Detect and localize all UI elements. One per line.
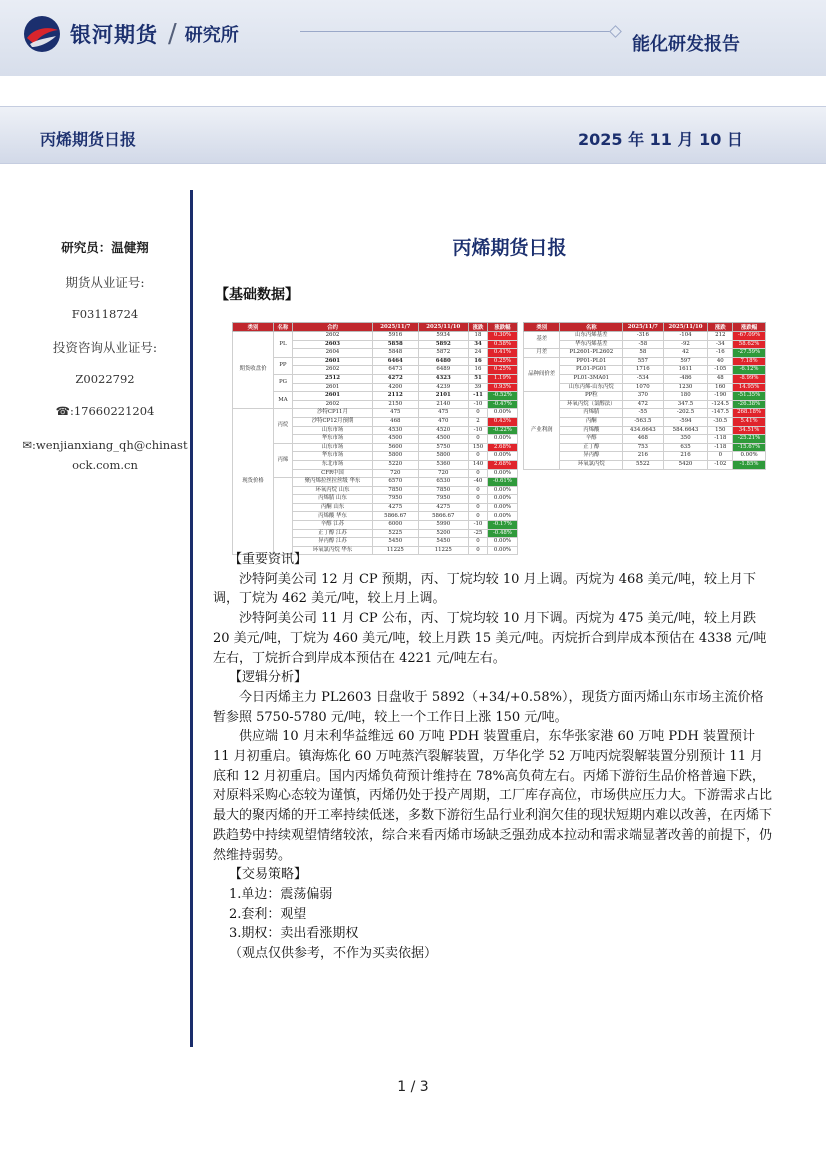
- company-name: 银河期货: [70, 23, 158, 47]
- change-cell: 0: [469, 546, 488, 555]
- change-pct-cell: -15.67%: [733, 443, 766, 452]
- value-cell: 5848: [373, 349, 418, 358]
- change-cell: 150: [469, 443, 488, 452]
- value-cell: 42: [663, 349, 708, 358]
- phone-number: ☎:17660221204: [55, 403, 155, 418]
- contract-cell: 2604: [292, 349, 372, 358]
- change-pct-cell: 0.00%: [487, 512, 517, 521]
- change-pct-cell: 0.00%: [487, 452, 517, 461]
- report-date: 2025 年 11 月 10 日: [578, 130, 743, 149]
- advisor-label: 投资咨询从业证号:: [52, 339, 158, 355]
- value-cell: 4520: [418, 426, 469, 435]
- change-cell: 0: [469, 486, 488, 495]
- contract-cell: 丙烯腈 山东: [292, 495, 372, 504]
- value-cell: 6570: [373, 478, 418, 487]
- value-cell: 5360: [418, 460, 469, 469]
- change-pct-cell: -26.38%: [733, 400, 766, 409]
- galaxy-logo-icon: [22, 14, 62, 54]
- change-cell: 16: [469, 357, 488, 366]
- contract-cell: 2601: [292, 392, 372, 401]
- table-row: [524, 332, 766, 341]
- change-cell: -30.5: [708, 417, 733, 426]
- change-pct-cell: 0.00%: [487, 538, 517, 547]
- change-cell: 40: [708, 357, 733, 366]
- value-cell: 350: [663, 435, 708, 444]
- change-pct-cell: -27.59%: [733, 349, 766, 358]
- page-header: [0, 0, 826, 76]
- value-cell: 4272: [373, 374, 418, 383]
- value-cell: 720: [373, 469, 418, 478]
- product-cell: PP: [274, 357, 293, 374]
- table-row: [524, 374, 766, 383]
- value-cell: 720: [418, 469, 469, 478]
- change-cell: -16: [708, 349, 733, 358]
- value-cell: 5916: [373, 332, 418, 341]
- strategy-heading: 【交易策略】: [229, 867, 308, 883]
- strategy-item: 1.单边：震荡偏弱: [229, 886, 333, 902]
- table-header-cell: 涨跌幅: [733, 323, 766, 332]
- change-cell: 140: [469, 460, 488, 469]
- news-heading: 【重要资讯】: [229, 552, 308, 567]
- product-cell: [274, 478, 293, 555]
- change-pct-cell: 34.51%: [733, 426, 766, 435]
- product-cell: PG: [274, 374, 293, 391]
- change-pct-cell: -67.09%: [733, 332, 766, 341]
- category-cell: 产业利润: [524, 392, 560, 469]
- value-cell: 6464: [373, 357, 418, 366]
- value-cell: 2101: [418, 392, 469, 401]
- change-cell: -10: [469, 521, 488, 530]
- value-cell: -316: [623, 332, 663, 341]
- contract-cell: 环氧氯丙烷 华东: [292, 546, 372, 555]
- category-cell: 基差: [524, 332, 560, 349]
- table-row: [524, 417, 766, 426]
- change-cell: -147.5: [708, 409, 733, 418]
- change-cell: -118: [708, 443, 733, 452]
- value-cell: 7950: [418, 495, 469, 504]
- table-row: [524, 409, 766, 418]
- logic-heading: 【逻辑分析】: [229, 670, 308, 686]
- name-cell: 丙烯酸: [560, 426, 623, 435]
- name-cell: PL2601-PL2602: [560, 349, 623, 358]
- change-cell: 0: [708, 452, 733, 461]
- change-cell: -124.5: [708, 400, 733, 409]
- name-cell: 华东丙烯基差: [560, 340, 623, 349]
- value-cell: 475: [373, 409, 418, 418]
- value-cell: 6489: [418, 366, 469, 375]
- change-cell: -105: [708, 366, 733, 375]
- value-cell: 4239: [418, 383, 469, 392]
- change-cell: -118: [708, 435, 733, 444]
- change-cell: 0: [469, 409, 488, 418]
- table-row: [524, 460, 766, 469]
- change-pct-cell: -0.47%: [487, 400, 517, 409]
- contract-cell: 华东市场: [292, 452, 372, 461]
- table-header-cell: 合约: [292, 323, 372, 332]
- logic-paragraph: 今日丙烯主力 PL2603 日盘收于 5892（+34/+0.58%），现货方面丙烯山东市场主流价格暂参照 5750-5780 元/吨，较上一个工作日上涨 150 元/吨。: [213, 689, 764, 725]
- news-paragraph: 沙特阿美公司 11 月 CP 公布，丙、丁烷均较 10 月下调。丙烷为 475 美元/吨，较上月跌 20 美元/吨，丁烷为 460 美元/吨，较上月跌 15 美元/吨。丙烷折合到岸成本预估在 4338 元/吨左右，丁烷折合到岸成本预估在 4221 元/吨左右。: [213, 611, 767, 666]
- value-cell: 5800: [418, 452, 469, 461]
- value-cell: -58: [623, 340, 663, 349]
- value-cell: 472: [623, 400, 663, 409]
- value-cell: 2150: [373, 400, 418, 409]
- report-body: [213, 550, 773, 964]
- change-pct-cell: 0.30%: [487, 332, 517, 341]
- value-cell: 5934: [418, 332, 469, 341]
- license-number: F03118724: [71, 307, 139, 321]
- title-band: [0, 106, 826, 164]
- value-cell: 347.5: [663, 400, 708, 409]
- value-cell: 584.6643: [663, 426, 708, 435]
- basic-data-heading: 【基础数据】: [215, 287, 299, 303]
- change-cell: 18: [469, 332, 488, 341]
- value-cell: 6530: [418, 478, 469, 487]
- value-cell: 4500: [373, 435, 418, 444]
- change-pct-cell: 0.00%: [487, 469, 517, 478]
- value-cell: 1716: [623, 366, 663, 375]
- table-row: [233, 374, 518, 383]
- product-cell: PL: [274, 332, 293, 358]
- news-paragraph: 沙特阿美公司 12 月 CP 预期，丙、丁烷均较 10 月上调。丙烷为 468 美元/吨，较上月下调，丁烷为 462 美元/吨，较上月上调。: [213, 571, 757, 607]
- strategy-item: 3.期权：卖出看涨期权: [229, 926, 359, 942]
- value-cell: 5225: [373, 529, 418, 538]
- contract-cell: 2602: [292, 332, 372, 341]
- change-cell: 0: [469, 512, 488, 521]
- change-pct-cell: -6.12%: [733, 366, 766, 375]
- change-cell: 39: [469, 383, 488, 392]
- advisor-number: Z0022792: [75, 371, 135, 386]
- value-cell: 597: [663, 357, 708, 366]
- change-pct-cell: 5.41%: [733, 417, 766, 426]
- value-cell: 216: [663, 452, 708, 461]
- change-cell: 34: [469, 340, 488, 349]
- table-row: [524, 349, 766, 358]
- change-pct-cell: 0.58%: [487, 340, 517, 349]
- value-cell: 11225: [373, 546, 418, 555]
- table-header-cell: 2025/11/10: [663, 323, 708, 332]
- category-cell: 期货收盘价: [233, 332, 274, 409]
- contract-cell: 丙酮 山东: [292, 503, 372, 512]
- value-cell: 5450: [418, 538, 469, 547]
- table-row: [524, 443, 766, 452]
- contract-cell: 山东市场: [292, 443, 372, 452]
- change-pct-cell: 0.93%: [487, 383, 517, 392]
- change-cell: 51: [469, 374, 488, 383]
- change-cell: 160: [708, 383, 733, 392]
- contract-cell: 山东市场: [292, 426, 372, 435]
- category-cell: 品种间价差: [524, 357, 560, 391]
- change-pct-cell: 0.25%: [487, 366, 517, 375]
- table-row: [524, 392, 766, 401]
- table-row: [524, 340, 766, 349]
- value-cell: 468: [623, 435, 663, 444]
- value-cell: 2140: [418, 400, 469, 409]
- change-pct-cell: -25.21%: [733, 435, 766, 444]
- contract-cell: 2602: [292, 400, 372, 409]
- category-cell: 现货价格: [233, 409, 274, 555]
- table-row: [524, 435, 766, 444]
- table-header-cell: 2025/11/7: [623, 323, 663, 332]
- value-cell: -486: [663, 374, 708, 383]
- department-name: 研究所: [184, 25, 239, 46]
- name-cell: 环氧氯丙烷: [560, 460, 623, 469]
- contract-cell: 环氧丙烷 山东: [292, 486, 372, 495]
- contract-cell: 2601: [292, 383, 372, 392]
- page-number: 1 / 3: [397, 1079, 429, 1095]
- table-row: [233, 443, 518, 452]
- value-cell: 6480: [418, 357, 469, 366]
- change-pct-cell: 0.00%: [487, 495, 517, 504]
- table-row: [233, 409, 518, 418]
- change-cell: -40: [469, 478, 488, 487]
- change-cell: 24: [469, 349, 488, 358]
- value-cell: -92: [663, 340, 708, 349]
- change-pct-cell: -0.61%: [487, 478, 517, 487]
- table-header-cell: 涨跌幅: [487, 323, 517, 332]
- table-row: [524, 366, 766, 375]
- value-cell: 5866.67: [373, 512, 418, 521]
- change-cell: -34: [708, 340, 733, 349]
- contract-cell: 辛醇 江苏: [292, 521, 372, 530]
- change-pct-cell: 0.00%: [487, 486, 517, 495]
- contract-cell: 2603: [292, 340, 372, 349]
- strategy-item: 2.套利：观望: [229, 906, 307, 922]
- value-cell: 7950: [373, 495, 418, 504]
- table-row: [233, 332, 518, 341]
- value-cell: 5600: [373, 443, 418, 452]
- change-cell: -11: [469, 392, 488, 401]
- change-pct-cell: -51.35%: [733, 392, 766, 401]
- table-header-cell: 类别: [524, 323, 560, 332]
- name-cell: 环氧丙烷（氯醇法）: [560, 400, 623, 409]
- table-header-cell: 名称: [274, 323, 293, 332]
- change-pct-cell: 0.00%: [733, 452, 766, 461]
- main-title: 丙烯期货日报: [452, 237, 567, 259]
- table-row: [233, 392, 518, 401]
- change-cell: -102: [708, 460, 733, 469]
- name-cell: 正丁醇: [560, 443, 623, 452]
- futures-spot-table: [232, 322, 518, 555]
- contract-cell: CFR中国: [292, 469, 372, 478]
- name-cell: PL01-PG01: [560, 366, 623, 375]
- report-title: 丙烯期货日报: [40, 130, 137, 149]
- table-row: [524, 426, 766, 435]
- value-cell: 2112: [373, 392, 418, 401]
- value-cell: 635: [663, 443, 708, 452]
- change-pct-cell: -1.85%: [733, 460, 766, 469]
- table-row: [524, 452, 766, 461]
- table-header-cell: 名称: [560, 323, 623, 332]
- header-slash: /: [168, 19, 177, 49]
- name-cell: PL01-3MA01: [560, 374, 623, 383]
- product-cell: MA: [274, 392, 293, 409]
- company-logo: [22, 14, 239, 54]
- value-cell: 468: [373, 417, 418, 426]
- table-row: [524, 357, 766, 366]
- change-cell: 0: [469, 469, 488, 478]
- disclaimer: （观点仅供参考，不作为买卖依据）: [229, 946, 438, 962]
- analyst-sidebar: [20, 240, 190, 493]
- contract-cell: 沙特CP12月预期: [292, 417, 372, 426]
- change-cell: -10: [469, 400, 488, 409]
- analyst-name: 研究员：温健翔: [61, 240, 149, 255]
- change-pct-cell: 0.43%: [487, 417, 517, 426]
- value-cell: 470: [418, 417, 469, 426]
- sidebar-divider: [190, 190, 193, 1047]
- value-cell: 5200: [418, 529, 469, 538]
- value-cell: 1230: [663, 383, 708, 392]
- change-pct-cell: 7.18%: [733, 357, 766, 366]
- value-cell: 5750: [418, 443, 469, 452]
- change-cell: 150: [708, 426, 733, 435]
- spread-profit-table: [523, 322, 766, 470]
- name-cell: 丙烯腈: [560, 409, 623, 418]
- value-cell: 5990: [418, 521, 469, 530]
- change-pct-cell: -0.52%: [487, 392, 517, 401]
- table-header-cell: 2025/11/10: [418, 323, 469, 332]
- header-divider-line: [300, 31, 616, 32]
- name-cell: 丙酮: [560, 417, 623, 426]
- change-pct-cell: 2.68%: [487, 443, 517, 452]
- value-cell: 6000: [373, 521, 418, 530]
- contract-cell: 正丁醇 江苏: [292, 529, 372, 538]
- change-cell: 2: [469, 417, 488, 426]
- value-cell: 753: [623, 443, 663, 452]
- value-cell: -202.5: [663, 409, 708, 418]
- value-cell: 1611: [663, 366, 708, 375]
- change-pct-cell: 1.19%: [487, 374, 517, 383]
- change-pct-cell: 268.18%: [733, 409, 766, 418]
- value-cell: 557: [623, 357, 663, 366]
- table-header-cell: 涨跌: [469, 323, 488, 332]
- name-cell: 山东丙烯基差: [560, 332, 623, 341]
- value-cell: 4500: [418, 435, 469, 444]
- logic-paragraph: 供应端 10 月末利华益维远 60 万吨 PDH 装置重启，东华张家港 60 万吨 PDH 装置预计 11 月初重启。镇海炼化 60 万吨蒸汽裂解装置，万华化学 52 万吨丙烷裂解装置分别预计 11 月底和 12 月初重启。国内丙烯负荷预计维持在 78%高负荷左右。丙烯下游衍生品价格普遍下跌，对原料采购心态较为谨慎，丙烯仍处于投产周期，工厂库存高位，市场供应压力大。下游需求占比最大的聚丙烯的开工率持续低迷，多数下游衍生品行业利润欠佳的现状短期内难以改善，在丙烯下跌趋势中持续观望情绪较浓，综合来看丙烯市场缺乏强劲成本拉动和需求端显著改善的前提下，仍然维持弱势。: [213, 729, 773, 863]
- contract-cell: 华东市场: [292, 435, 372, 444]
- value-cell: 5420: [663, 460, 708, 469]
- change-cell: 212: [708, 332, 733, 341]
- value-cell: -55: [623, 409, 663, 418]
- value-cell: 5892: [418, 340, 469, 349]
- change-cell: -25: [469, 529, 488, 538]
- change-pct-cell: -0.48%: [487, 529, 517, 538]
- value-cell: 7850: [373, 486, 418, 495]
- contract-cell: 2601: [292, 357, 372, 366]
- contract-cell: 2512: [292, 374, 372, 383]
- value-cell: 4275: [418, 503, 469, 512]
- contract-cell: 异丙醇 江苏: [292, 538, 372, 547]
- contract-cell: 东北市场: [292, 460, 372, 469]
- report-type: 能化研发报告: [632, 34, 740, 55]
- change-cell: -10: [469, 426, 488, 435]
- value-cell: -534: [623, 374, 663, 383]
- value-cell: 370: [623, 392, 663, 401]
- license-label: 期货从业证号:: [65, 275, 145, 290]
- value-cell: 5522: [623, 460, 663, 469]
- value-cell: 4323: [418, 374, 469, 383]
- value-cell: 11225: [418, 546, 469, 555]
- change-pct-cell: 0.25%: [487, 357, 517, 366]
- change-pct-cell: 14.95%: [733, 383, 766, 392]
- table-row: [233, 357, 518, 366]
- change-pct-cell: 0.00%: [487, 409, 517, 418]
- change-cell: 16: [469, 366, 488, 375]
- name-cell: 异丙醇: [560, 452, 623, 461]
- contract-cell: 聚丙烯拉丝拉丝级 华东: [292, 478, 372, 487]
- change-cell: 0: [469, 495, 488, 504]
- value-cell: 216: [623, 452, 663, 461]
- change-cell: -190: [708, 392, 733, 401]
- contract-cell: 2602: [292, 366, 372, 375]
- value-cell: 5800: [373, 452, 418, 461]
- change-pct-cell: 2.68%: [487, 460, 517, 469]
- value-cell: 475: [418, 409, 469, 418]
- table-header-cell: 类别: [233, 323, 274, 332]
- table-row: [524, 400, 766, 409]
- value-cell: -563.5: [623, 417, 663, 426]
- change-cell: 0: [469, 452, 488, 461]
- value-cell: 180: [663, 392, 708, 401]
- value-cell: 58: [623, 349, 663, 358]
- change-pct-cell: 0.00%: [487, 435, 517, 444]
- value-cell: 1070: [623, 383, 663, 392]
- change-cell: 48: [708, 374, 733, 383]
- category-cell: 月差: [524, 349, 560, 358]
- table-header-cell: 2025/11/7: [373, 323, 418, 332]
- value-cell: 6473: [373, 366, 418, 375]
- change-pct-cell: 0.41%: [487, 349, 517, 358]
- contract-cell: 沙特CP11月: [292, 409, 372, 418]
- value-cell: 4275: [373, 503, 418, 512]
- change-pct-cell: -0.22%: [487, 426, 517, 435]
- table-row: [233, 478, 518, 487]
- name-cell: PP粒: [560, 392, 623, 401]
- value-cell: 5858: [373, 340, 418, 349]
- change-pct-cell: 0.00%: [487, 503, 517, 512]
- value-cell: 5220: [373, 460, 418, 469]
- value-cell: 434.6643: [623, 426, 663, 435]
- value-cell: -594: [663, 417, 708, 426]
- product-cell: 丙烯: [274, 443, 293, 477]
- diamond-icon: [609, 25, 622, 38]
- value-cell: 4530: [373, 426, 418, 435]
- name-cell: PP01-PL01: [560, 357, 623, 366]
- name-cell: 辛醇: [560, 435, 623, 444]
- change-pct-cell: -0.17%: [487, 521, 517, 530]
- value-cell: 4200: [373, 383, 418, 392]
- product-cell: 丙烷: [274, 409, 293, 443]
- change-cell: 0: [469, 538, 488, 547]
- table-row: [524, 383, 766, 392]
- value-cell: 5872: [418, 349, 469, 358]
- value-cell: -104: [663, 332, 708, 341]
- value-cell: 7850: [418, 486, 469, 495]
- value-cell: 5866.67: [418, 512, 469, 521]
- change-cell: 0: [469, 435, 488, 444]
- change-pct-cell: 58.62%: [733, 340, 766, 349]
- value-cell: 5450: [373, 538, 418, 547]
- change-cell: 0: [469, 503, 488, 512]
- email-address[interactable]: ✉:wenjianxiang_qh@chinastock.com.cn: [22, 438, 188, 472]
- contract-cell: 丙烯酸 华东: [292, 512, 372, 521]
- name-cell: 山东丙烯-山东丙烷: [560, 383, 623, 392]
- table-header-cell: 涨跌: [708, 323, 733, 332]
- change-pct-cell: 0.00%: [487, 546, 517, 555]
- change-pct-cell: -8.99%: [733, 374, 766, 383]
